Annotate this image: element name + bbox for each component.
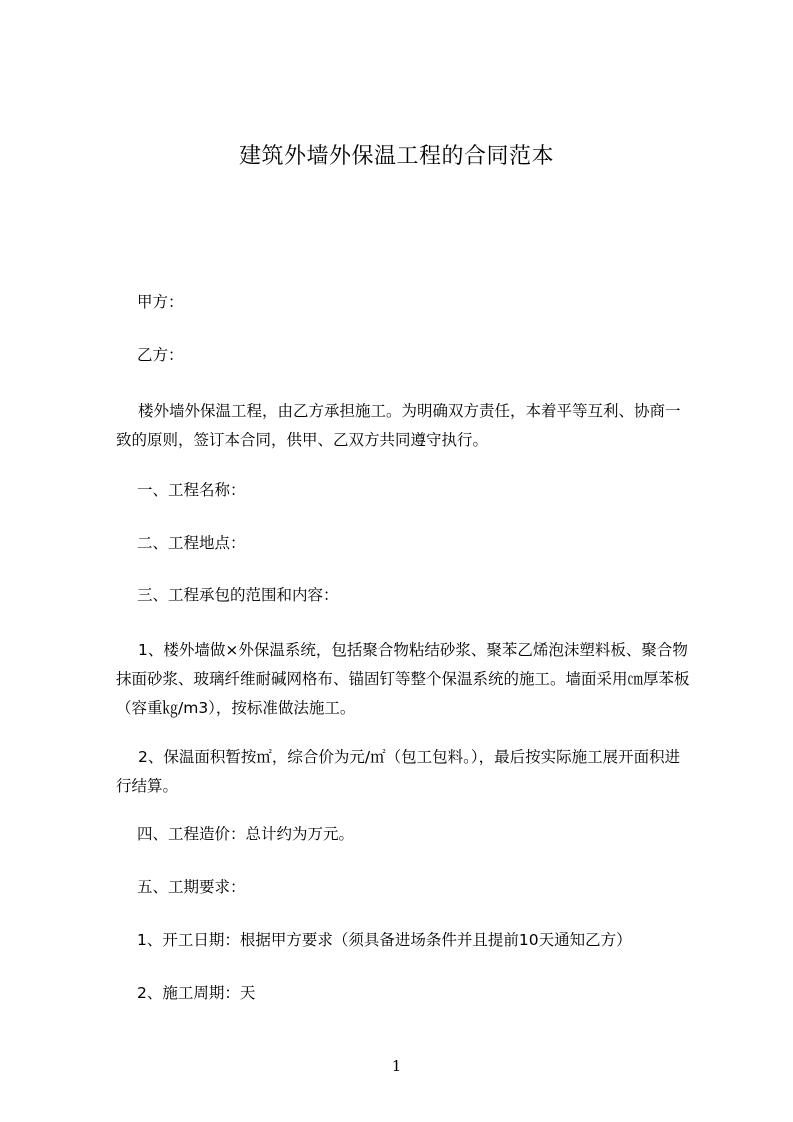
item-3-1-line-2: 抹面砂浆、玻璃纤维耐碱网格布、锚固钉等整个保温系统的施工。墙面采用㎝厚苯板 [116, 670, 690, 688]
section-2-heading: 二、工程地点： [137, 534, 246, 552]
page-number: 1 [391, 1057, 402, 1075]
item-3-2-line-2: 行结算。 [116, 777, 179, 795]
party-b-label: 乙方： [137, 346, 184, 364]
section-5-heading: 五、工期要求： [137, 878, 246, 896]
intro-paragraph [116, 397, 716, 455]
item-3-1-line-1: 1、楼外墙做×外保温系统，包括聚合物粘结砂浆、聚苯乙烯泡沫塑料板、聚合物 [138, 641, 688, 659]
item-5-1: 1、开工日期：根据甲方要求（须具备进场条件并且提前10天通知乙方） [137, 931, 632, 949]
party-a-label: 甲方： [137, 293, 184, 311]
item-3-1-line-3: （容重㎏/m3），按标准做法施工。 [116, 699, 356, 717]
section-3-heading: 三、工程承包的范围和内容： [137, 586, 339, 604]
item-5-2: 2、施工周期：天 [137, 984, 256, 1002]
item-3-2-paragraph [116, 743, 716, 801]
section-1-heading: 一、工程名称： [137, 481, 246, 499]
intro-line-2: 致的原则，签订本合同，供甲、乙双方共同遵守执行。 [116, 431, 489, 449]
section-4-heading: 四、工程造价：总计约为万元。 [137, 825, 355, 843]
document-title: 建筑外墙外保温工程的合同范本 [238, 144, 554, 169]
intro-line-1: 楼外墙外保温工程，由乙方承担施工。为明确双方责任，本着平等互利、协商一 [138, 402, 681, 420]
item-3-1-paragraph [116, 636, 716, 723]
item-3-2-line-1: 2、保温面积暂按㎡，综合价为元/㎡（包工包料。），最后按实际施工展开面积进 [138, 748, 681, 766]
